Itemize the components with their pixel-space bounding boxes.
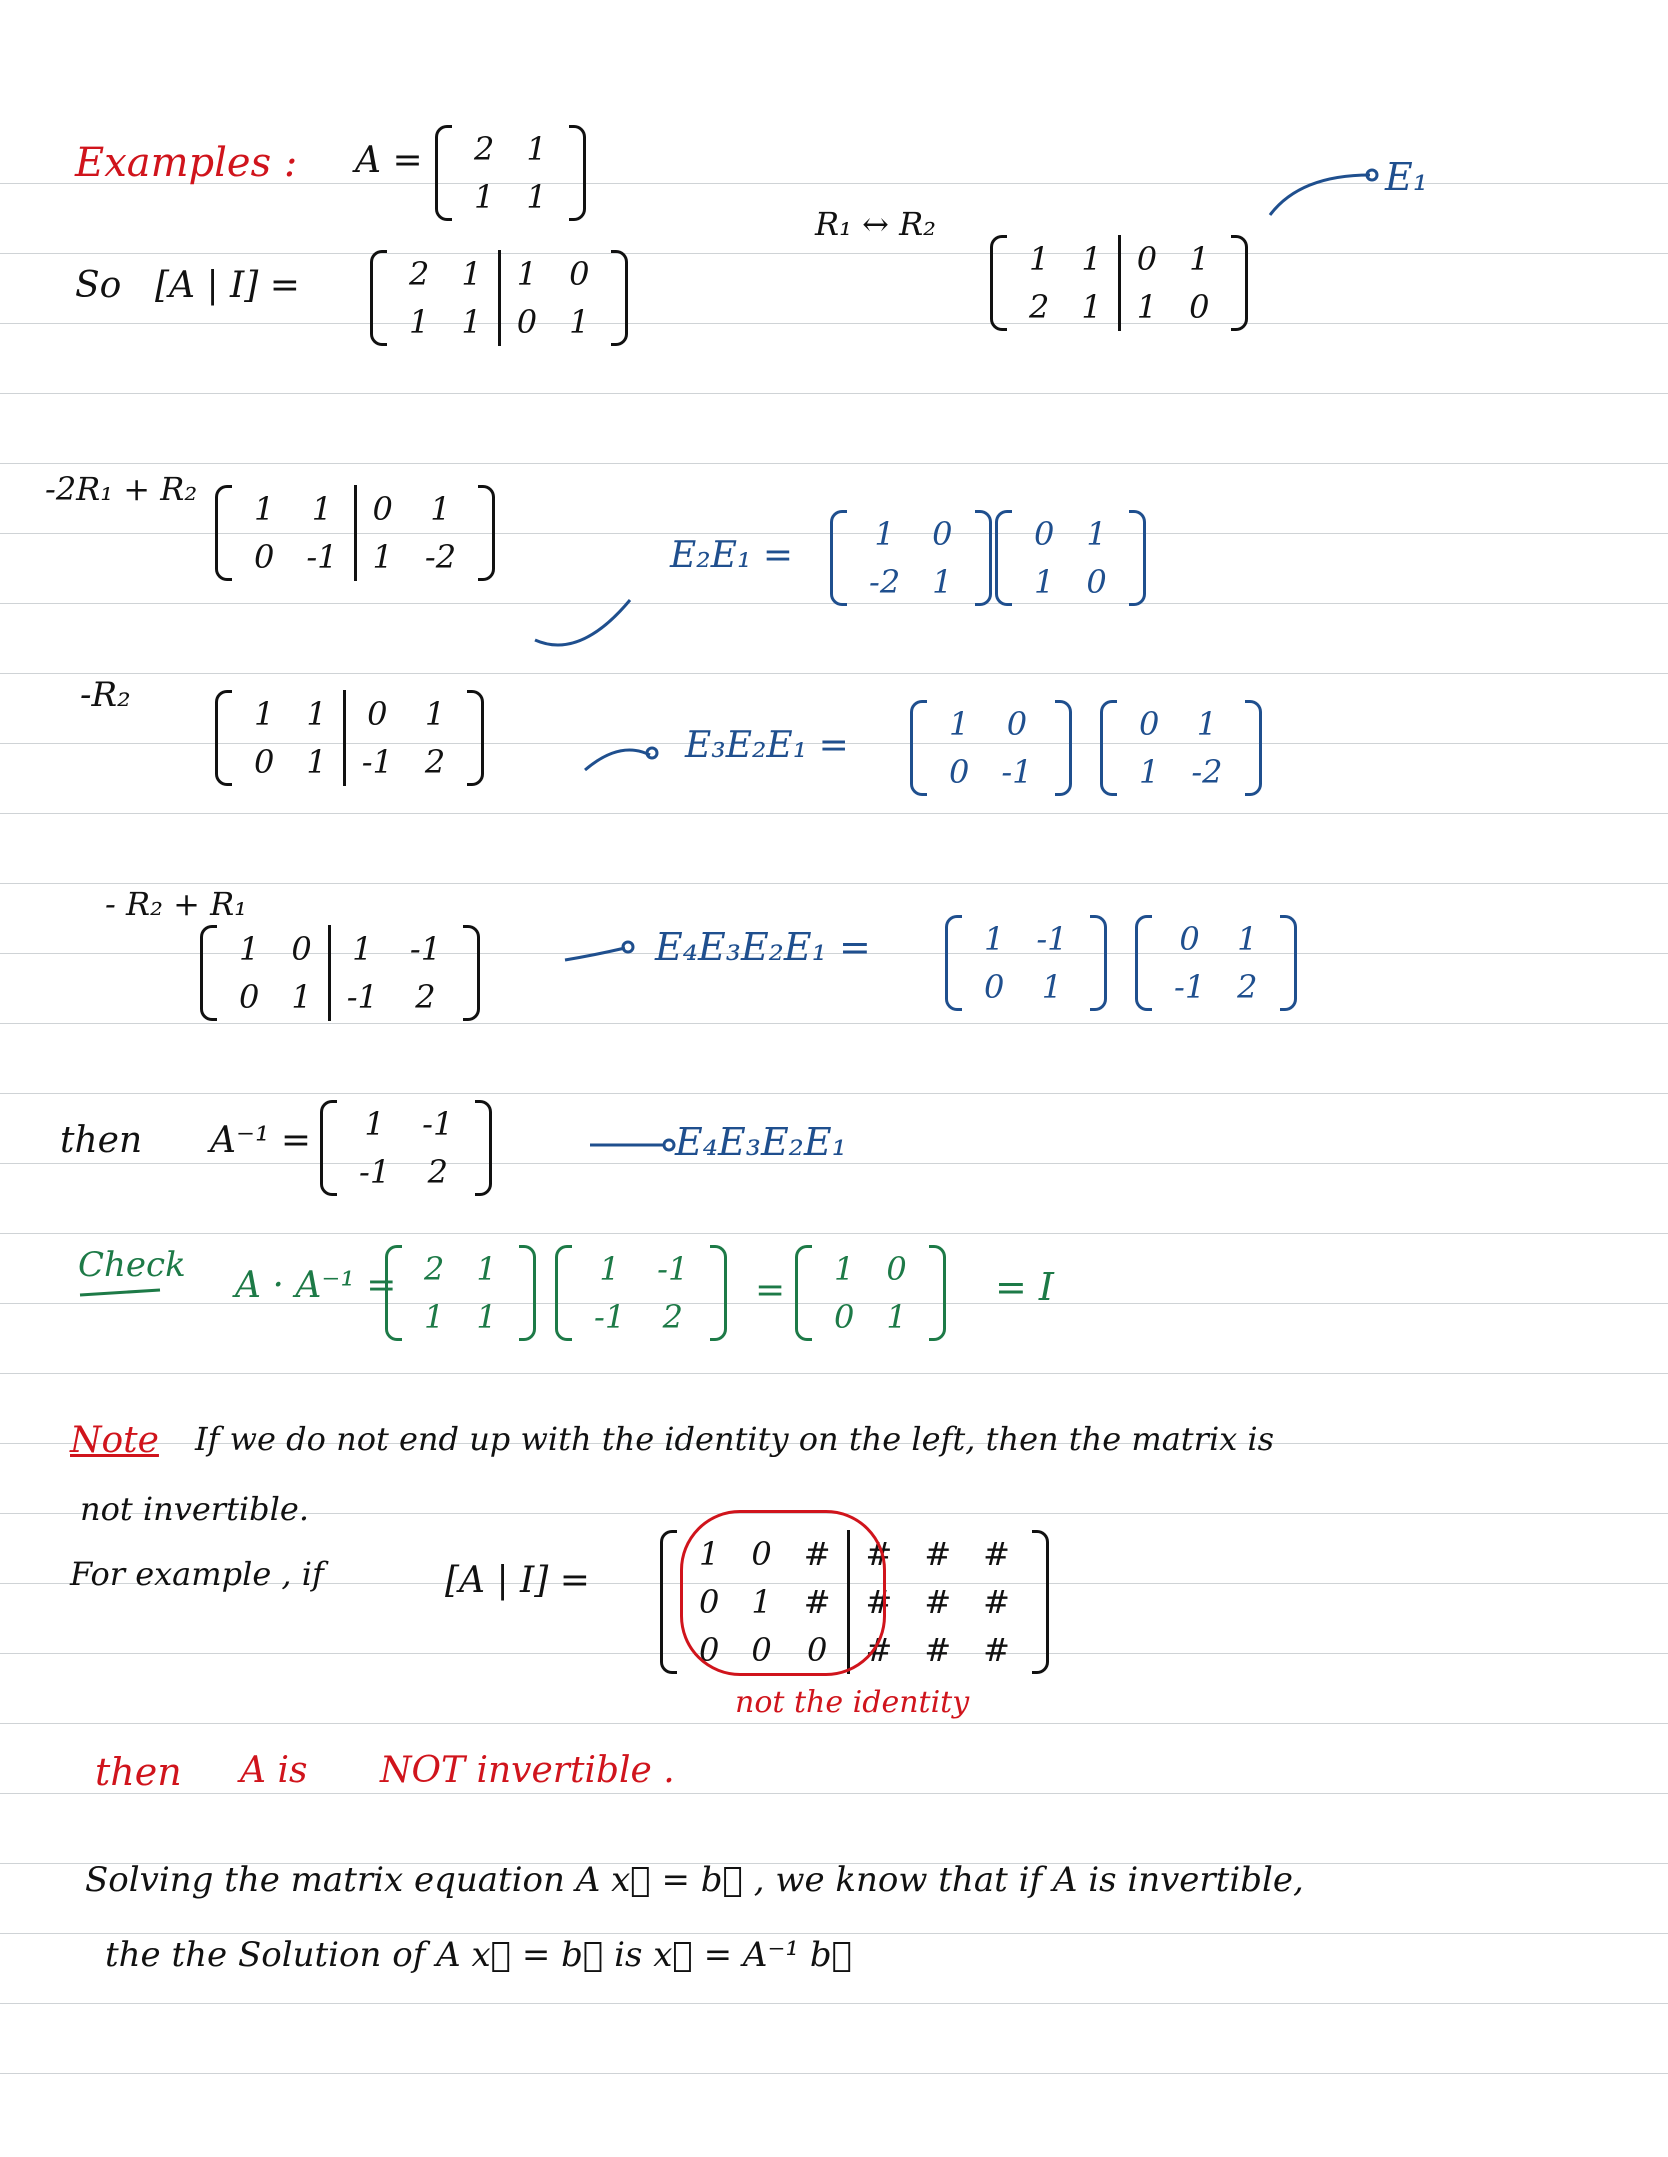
matrix-cell: -2 [1191, 753, 1223, 791]
arrow-to-e4e3e2e1 [565, 948, 625, 960]
a-is-label: A is [240, 1750, 308, 1791]
bracket-left [1100, 700, 1117, 796]
matrix-cell: 1 [1196, 705, 1218, 743]
matrix-cell: 2 [1237, 968, 1258, 1006]
matrix-cell: 1 [1119, 283, 1173, 331]
bracket-left [830, 510, 847, 606]
bracket-right [478, 485, 495, 581]
matrix-cell: 0 [254, 743, 275, 781]
matrix-cell: 1 [886, 1298, 907, 1336]
matrix-e2e1 [1100, 700, 1262, 796]
matrix-cell: # [848, 1578, 908, 1626]
matrix-cell: 0 [949, 753, 970, 791]
matrix-cell: 1 [291, 978, 312, 1016]
matrix-cell: # [983, 1535, 1010, 1573]
e3e2e1-label: E₃E₂E₁ = [685, 725, 849, 766]
aug-label: [A | I] = [155, 265, 300, 306]
matrix-cell: -1 [409, 930, 442, 968]
bracket-right [475, 1100, 492, 1196]
ainv-product-label: E₄E₃E₂E₁ [675, 1120, 847, 1164]
matrix-cell: 0 [239, 978, 260, 1016]
bracket-left [1135, 915, 1152, 1011]
matrix-cell: -1 [657, 1250, 689, 1288]
matrix-swap [990, 235, 1248, 331]
then-label-2: then [95, 1750, 182, 1794]
check-underline [80, 1290, 160, 1295]
matrix-cell: # [924, 1583, 952, 1621]
bracket-right [1055, 700, 1072, 796]
check-equals: = [755, 1270, 786, 1311]
matrix-cell: 0 [254, 538, 275, 576]
matrix-cell: 0 [699, 1583, 720, 1621]
matrix-body [458, 125, 563, 221]
bracket-right [929, 1245, 946, 1341]
matrix-cell: 0 [984, 968, 1005, 1006]
matrix-ainv [320, 1100, 492, 1196]
arrow-dot [1367, 170, 1377, 180]
matrix-cell: 1 [1189, 240, 1210, 278]
matrix-cell: 1 [1237, 920, 1258, 958]
matrix-cell: 2 [424, 743, 446, 781]
matrix-e1 [995, 510, 1146, 606]
matrix-cell: 0 [932, 515, 953, 553]
matrix-cell: 1 [430, 490, 451, 528]
matrix-cell: 2 [427, 1153, 448, 1191]
not-invertible-label: NOT invertible . [380, 1750, 675, 1791]
matrix-cell: # [848, 1530, 908, 1578]
matrix-body [223, 925, 457, 1021]
matrix-e3 [910, 700, 1072, 796]
bracket-left [215, 690, 232, 786]
arrow-dot [647, 748, 657, 758]
matrix-cell: 2 [662, 1298, 683, 1336]
matrix-cell: 1 [355, 533, 409, 581]
matrix-cell: 1 [1029, 240, 1050, 278]
op3-label: -R₂ [80, 675, 131, 715]
matrix-cell: 0 [344, 690, 409, 738]
matrix-cell: 1 [474, 178, 495, 216]
matrix-cell: 1 [476, 1250, 497, 1288]
not-identity-label: not the identity [735, 1685, 970, 1720]
solve-line-1: Solving the matrix equation A x⃗ = b⃗ , we know that if A is invertible, [85, 1860, 1304, 1900]
matrix-cell: # [848, 1626, 908, 1674]
matrix-cell: 1 [476, 1298, 497, 1336]
matrix-cell: 1 [1081, 240, 1102, 278]
so-label: So [75, 265, 122, 306]
matrix-cell: # [803, 1535, 831, 1573]
bracket-right [710, 1245, 727, 1341]
matrix-cell: 0 [355, 485, 409, 533]
bracket-left [990, 235, 1007, 331]
bracket-left [555, 1245, 572, 1341]
matrix-cell: 1 [364, 1105, 385, 1143]
matrix-step4 [200, 925, 480, 1021]
bracket-left [910, 700, 927, 796]
e1-label: E₁ [1385, 155, 1428, 199]
matrix-cell: 0 [1179, 920, 1200, 958]
matrix-cell: 0 [1034, 515, 1055, 553]
e4e3e2e1-label: E₄E₃E₂E₁ = [655, 925, 871, 969]
matrix-cell: -1 [422, 1105, 454, 1143]
matrix-cell: -1 [1001, 753, 1033, 791]
matrix-cell: 1 [1139, 753, 1160, 791]
matrix-e3e2e1 [1135, 915, 1297, 1011]
bracket-right [611, 250, 628, 346]
matrix-body [933, 700, 1049, 796]
matrix-cell: 1 [874, 515, 895, 553]
matrix-cell: 1 [984, 920, 1005, 958]
matrix-body [1018, 510, 1123, 606]
matrix-body [853, 510, 969, 606]
matrix-body [238, 485, 472, 581]
matrix-cell: 1 [461, 255, 482, 293]
bracket-right [463, 925, 480, 1021]
matrix-cell: 1 [239, 930, 260, 968]
examples-label: Examples : [75, 140, 298, 186]
matrix-check-ainv [555, 1245, 727, 1341]
op2-label: -2R₁ + R₂ [45, 470, 198, 508]
for-example-label: For example , if [70, 1555, 324, 1593]
matrix-cell: 1 [311, 490, 333, 528]
matrix-cell: 0 [1086, 563, 1107, 601]
swap-label: R₁ ↔ R₂ [815, 205, 936, 243]
bracket-right [975, 510, 992, 606]
matrix-cell: 0 [1189, 288, 1210, 326]
matrix-step2 [215, 485, 495, 581]
matrix-cell: 1 [306, 695, 327, 733]
arrow-to-e3e2e1 [585, 750, 650, 770]
matrix-body [393, 250, 605, 346]
matrix-cell: 0 [751, 1535, 772, 1573]
bracket-right [1090, 915, 1107, 1011]
matrix-cell: 1 [424, 695, 446, 733]
matrix-cell: 1 [834, 1250, 855, 1288]
a-label: A = [355, 140, 423, 181]
bracket-right [569, 125, 586, 221]
matrix-cell: # [924, 1535, 952, 1573]
matrix-body [408, 1245, 513, 1341]
matrix-cell: 0 [751, 1631, 772, 1669]
matrix-step3 [215, 690, 484, 786]
check-expr-label: A · A⁻¹ = [235, 1265, 397, 1306]
e2e1-label: E₂E₁ = [670, 535, 794, 576]
matrix-cell: # [924, 1631, 952, 1669]
matrix-cell: -1 [344, 738, 409, 786]
matrix-cell: 2 [415, 978, 436, 1016]
matrix-body [578, 1245, 704, 1341]
matrix-cell: 1 [526, 178, 547, 216]
matrix-body [818, 1245, 923, 1341]
matrix-cell: 0 [1006, 705, 1028, 743]
matrix-cell: -2 [424, 538, 457, 576]
matrix-cell: -1 [594, 1298, 626, 1336]
matrix-cell: 1 [949, 705, 970, 743]
matrix-cell: # [803, 1583, 831, 1621]
matrix-cell: -1 [329, 973, 394, 1021]
matrix-cell: 1 [526, 130, 547, 168]
arrow-dot [664, 1140, 674, 1150]
matrix-cell: # [983, 1631, 1010, 1669]
matrix-cell: -2 [869, 563, 901, 601]
matrix-cell: 0 [1139, 705, 1160, 743]
bracket-right [1245, 700, 1262, 796]
ainv-label: A⁻¹ = [210, 1120, 312, 1161]
matrix-cell: 2 [409, 255, 430, 293]
ex-aug-label: [A | I] = [445, 1560, 590, 1601]
matrix-cell: 1 [932, 563, 953, 601]
matrix-check-a [385, 1245, 536, 1341]
bracket-left [660, 1530, 677, 1674]
arrow-dot [623, 942, 633, 952]
bracket-right [1231, 235, 1248, 331]
bracket-left [215, 485, 232, 581]
matrix-cell: -1 [306, 538, 338, 576]
matrix-body [1013, 235, 1225, 331]
arrow-to-e2e1 [535, 600, 630, 645]
matrix-body [343, 1100, 469, 1196]
matrix-cell: 0 [569, 255, 590, 293]
matrix-body [238, 690, 461, 786]
matrix-cell: 1 [461, 303, 482, 341]
matrix-e2 [830, 510, 992, 606]
matrix-cell: 0 [699, 1631, 720, 1669]
matrix-cell: 0 [291, 930, 312, 968]
bracket-left [435, 125, 452, 221]
matrix-cell: 0 [1119, 235, 1173, 283]
bracket-left [795, 1245, 812, 1341]
matrix-cell: -1 [1174, 968, 1206, 1006]
bracket-right [1280, 915, 1297, 1011]
highlight-circle [680, 1510, 886, 1676]
matrix-cell: 1 [329, 925, 394, 973]
matrix-cell: 1 [1034, 563, 1055, 601]
arrow-to-e1 [1270, 175, 1370, 215]
matrix-cell: 1 [409, 303, 430, 341]
matrix-cell: -1 [1036, 920, 1068, 958]
bracket-right [1129, 510, 1146, 606]
matrix-e4 [945, 915, 1107, 1011]
matrix-body [1158, 915, 1274, 1011]
matrix-cell: 2 [474, 130, 495, 168]
bracket-right [519, 1245, 536, 1341]
matrix-a-i [370, 250, 628, 346]
bracket-left [370, 250, 387, 346]
matrix-cell: 1 [569, 303, 590, 341]
matrix-cell: # [983, 1583, 1010, 1621]
matrix-cell: 1 [1081, 288, 1102, 326]
note-text-2: not invertible. [80, 1490, 309, 1528]
bracket-left [995, 510, 1012, 606]
bracket-right [1032, 1530, 1049, 1674]
matrix-cell: 0 [499, 298, 553, 346]
matrix-cell: 0 [806, 1631, 828, 1669]
bracket-right [467, 690, 484, 786]
op4-label: - R₂ + R₁ [105, 885, 247, 923]
bracket-left [385, 1245, 402, 1341]
matrix-cell: 1 [424, 1298, 445, 1336]
note-label: Note [70, 1420, 159, 1461]
matrix-cell: 1 [1041, 968, 1063, 1006]
bracket-left [320, 1100, 337, 1196]
matrix-cell: 1 [254, 490, 275, 528]
matrix-check-i [795, 1245, 946, 1341]
matrix-a [435, 125, 586, 221]
matrix-cell: 2 [424, 1250, 445, 1288]
bracket-left [200, 925, 217, 1021]
matrix-cell: 0 [834, 1298, 855, 1336]
matrix-cell: 1 [254, 695, 275, 733]
then-label: then [60, 1120, 143, 1161]
matrix-cell: 1 [699, 1535, 720, 1573]
matrix-cell: 0 [886, 1250, 907, 1288]
matrix-cell: 1 [499, 250, 553, 298]
matrix-body [968, 915, 1084, 1011]
matrix-body [1123, 700, 1239, 796]
matrix-cell: -1 [359, 1153, 391, 1191]
matrix-cell: 1 [599, 1250, 620, 1288]
matrix-cell: 1 [751, 1583, 772, 1621]
note-text-1: If we do not end up with the identity on the left, then the matrix is [195, 1420, 1275, 1458]
matrix-cell: 2 [1029, 288, 1050, 326]
bracket-left [945, 915, 962, 1011]
solve-line-2: the the Solution of A x⃗ = b⃗ is x⃗ = A⁻¹ b⃗ [105, 1935, 853, 1975]
matrix-cell: 1 [1086, 515, 1107, 553]
check-result: = I [995, 1265, 1054, 1309]
matrix-cell: 1 [306, 743, 327, 781]
check-label: Check [78, 1245, 186, 1285]
